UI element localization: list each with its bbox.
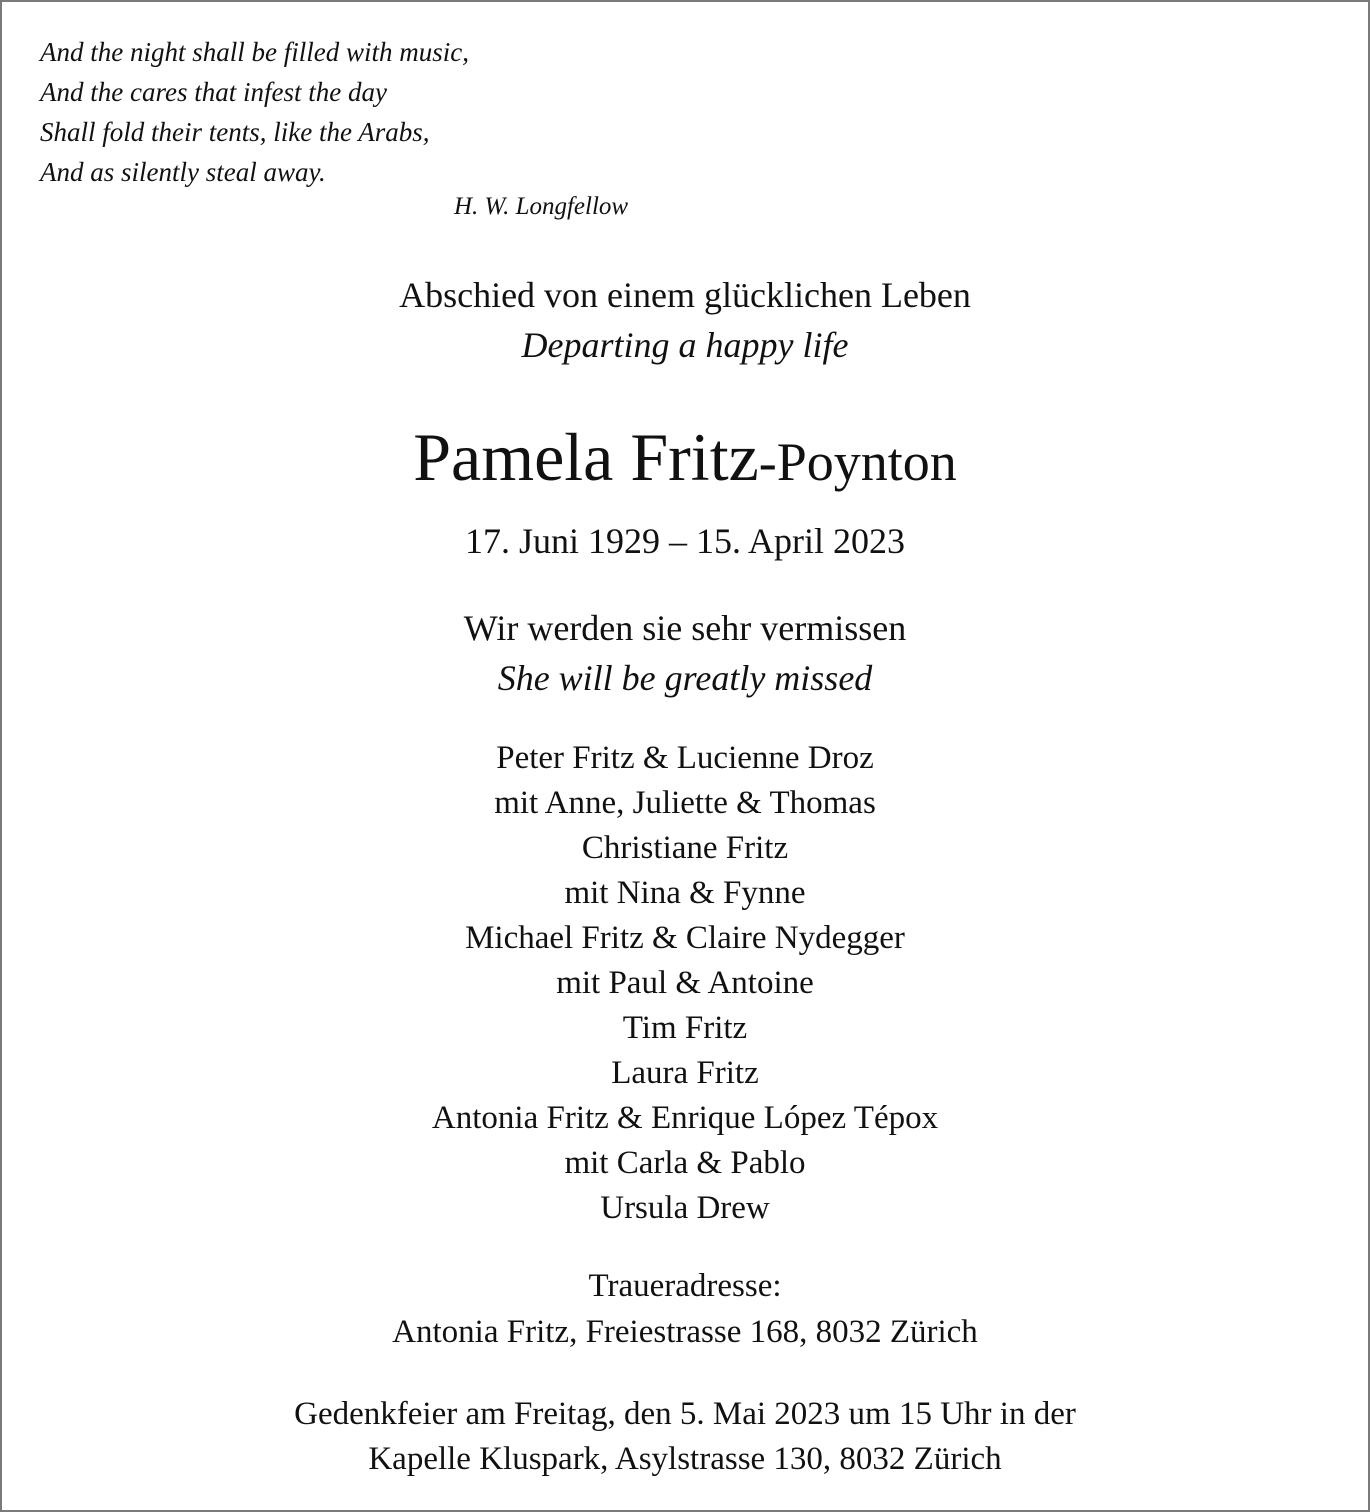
deceased-name-last: -Poynton bbox=[758, 432, 957, 492]
deceased-name-first: Pamela Fritz bbox=[413, 419, 759, 495]
family-member: mit Anne, Juliette & Thomas bbox=[494, 785, 876, 821]
poem-line: Shall fold their tents, like the Arabs, bbox=[40, 117, 430, 147]
poem bbox=[40, 32, 469, 192]
poem-author: H. W. Longfellow bbox=[454, 193, 629, 220]
memorial-service-line-2: Kapelle Kluspark, Asylstrasse 130, 8032 Zürich bbox=[368, 1441, 1002, 1477]
farewell-title-german: Abschied von einem glücklichen Leben bbox=[399, 275, 971, 315]
poem-line: And the night shall be filled with music, bbox=[40, 37, 469, 67]
mourning-address-label: Traueradresse: bbox=[588, 1268, 782, 1304]
family-member: Christiane Fritz bbox=[581, 830, 789, 866]
family-member: mit Paul & Antoine bbox=[556, 965, 814, 1001]
family-member: Tim Fritz bbox=[622, 1010, 748, 1046]
deceased-name bbox=[2, 414, 1368, 505]
family-member: Antonia Fritz & Enrique López Tépox bbox=[431, 1100, 939, 1136]
family-list bbox=[2, 736, 1368, 1231]
family-member: Laura Fritz bbox=[611, 1055, 759, 1091]
farewell-title-english: Departing a happy life bbox=[521, 325, 849, 365]
life-dates: 17. Juni 1929 – 15. April 2023 bbox=[464, 521, 905, 561]
family-member: mit Carla & Pablo bbox=[564, 1145, 806, 1181]
family-member: mit Nina & Fynne bbox=[564, 875, 806, 911]
family-member: Peter Fritz & Lucienne Droz bbox=[496, 740, 874, 776]
family-member: Michael Fritz & Claire Nydegger bbox=[465, 920, 905, 956]
memorial-service-line-1: Gedenkfeier am Freitag, den 5. Mai 2023 um 15 Uhr in der bbox=[294, 1396, 1076, 1432]
message-english: She will be greatly missed bbox=[497, 658, 873, 698]
message-german: Wir werden sie sehr vermissen bbox=[463, 608, 907, 648]
poem-line: And the cares that infest the day bbox=[40, 77, 387, 107]
mourning-address: Antonia Fritz, Freiestrasse 168, 8032 Zürich bbox=[392, 1314, 978, 1350]
family-member: Ursula Drew bbox=[600, 1190, 770, 1226]
poem-line: And as silently steal away. bbox=[40, 157, 326, 187]
